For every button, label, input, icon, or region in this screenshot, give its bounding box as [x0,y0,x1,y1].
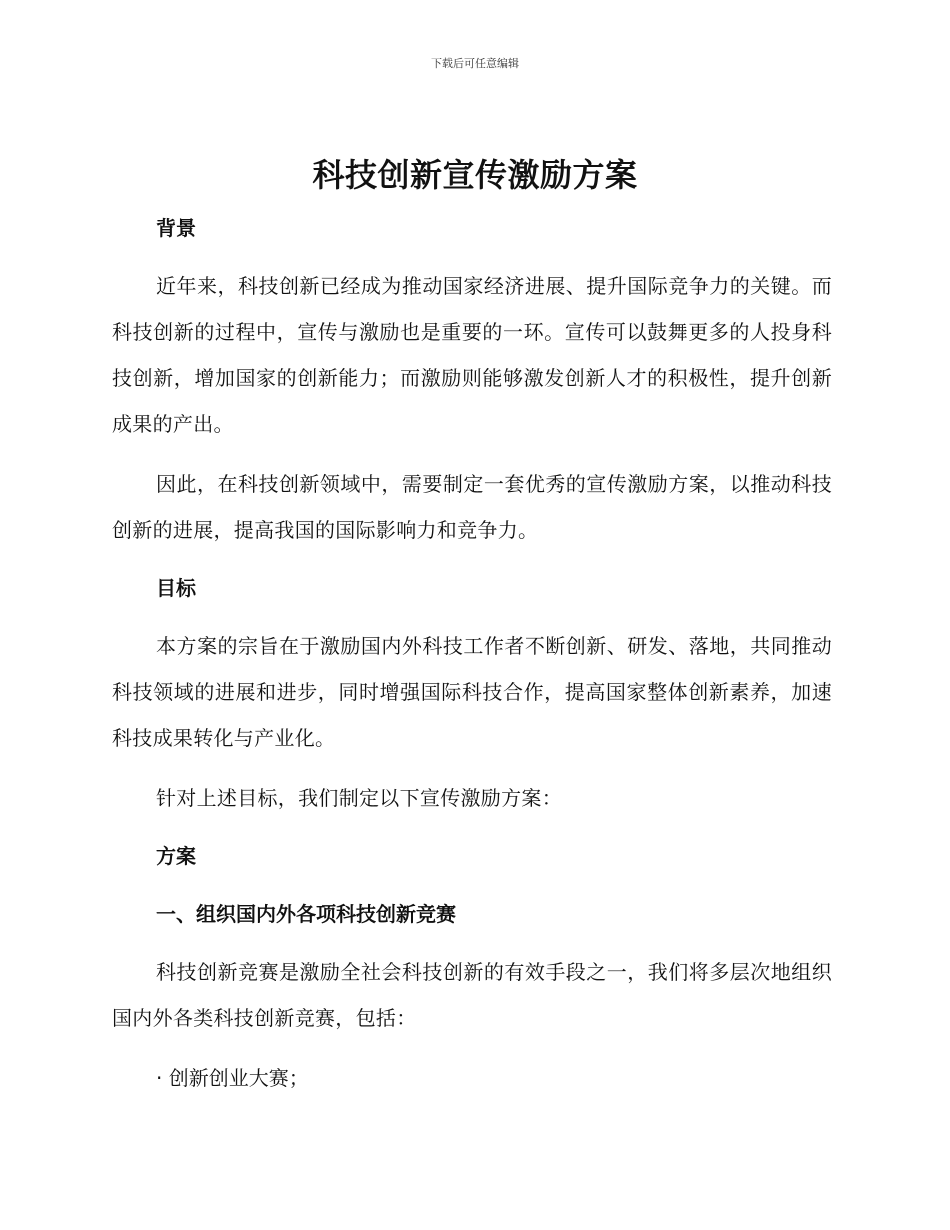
paragraph-goal-2: 针对上述目标，我们制定以下宣传激励方案： [156,786,562,810]
section-heading-plan: 方案 [156,844,196,868]
paragraph-background-2: 因此，在科技创新领域中，需要制定一套优秀的宣传激励方案，以推动科技创新的进展，提高我国的国际影响力和竞争力。 [112,472,832,542]
document-body [112,205,832,1101]
section-heading-goal: 目标 [156,576,196,600]
document-title: 科技创新宣传激励方案 [312,156,638,194]
section-heading-background: 背景 [156,216,196,240]
bullet-item: · 创新创业大赛； [156,1066,309,1090]
subsection-heading-competitions: 一、组织国内外各项科技创新竞赛 [156,902,456,926]
paragraph-goal-1: 本方案的宗旨在于激励国内外科技工作者不断创新、研发、落地，共同推动科技领域的进展和进步，同时增强国际科技合作，提高国家整体创新素养，加速科技成果转化与产业化。 [112,634,832,750]
paragraph-background-1: 近年来，科技创新已经成为推动国家经济进展、提升国际竞争力的关键。而科技创新的过程中，宣传与激励也是重要的一环。宣传可以鼓舞更多的人投身科技创新，增加国家的创新能力；而激励则能够激发创新人才的积极性，提升创新成果的产出。 [112,274,832,436]
header-note: 下载后可任意编辑 [431,57,519,70]
paragraph-competitions-1: 科技创新竞赛是激励全社会科技创新的有效手段之一，我们将多层次地组织国内外各类科技创新竞赛，包括： [112,960,832,1030]
